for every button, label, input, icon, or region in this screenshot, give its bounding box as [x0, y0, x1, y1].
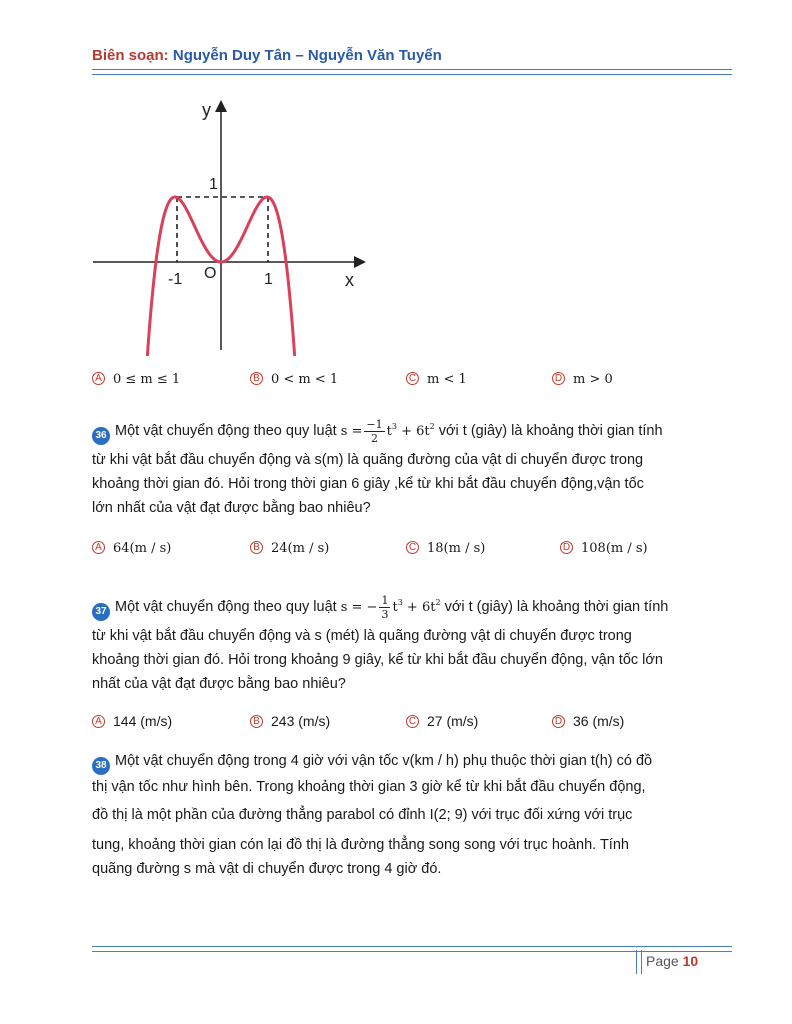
- q35-options: [92, 370, 732, 392]
- question-37: 37 Một vật chuyển động theo quy luật s = − $\frac{1}{3}$ $t^3 + 6t^2$ với t (giây) là khoảng thời gian tính từ khi vật bắt đầu chuyển động và s (mét) là quãng đường vật di chuyển được trong khoảng thời gian đó. Hỏi trong khoảng 9 giây, kể từ khi bắt đầu chuyển động, vận tốc lớn nhất của vật đạt được bằng bao nhiêu?: [92, 594, 669, 692]
- question-number: 36: [92, 427, 110, 445]
- formula: s = − $\frac{1}{3}$ $t^3 + 6t^2$: [340, 594, 441, 621]
- option-b[interactable]: B 243 (m/s): [250, 713, 330, 729]
- option-b[interactable]: B 24(m / s): [250, 539, 329, 556]
- question-36: 36 Một vật chuyển động theo quy luật s = $\frac{-1}{2}$ $t^3 + 6t^2$ với t (giây) là khoảng thời gian tính từ khi vật bắt đầu chuyển động và s(m) là quãng đường của vật di chuyển được trong khoảng thời gian đó. Hỏi trong thời gian 6 giây ,kể từ khi bắt đầu chuyển động,vận tốc lớn nhất của vật đạt được bằng bao nhiêu?: [92, 418, 663, 516]
- page-header: [92, 47, 442, 64]
- q37-options: [92, 713, 732, 735]
- question-38: 38 Một vật chuyển động trong 4 giờ với vận tốc v(km / h) phụ thuộc thời gian t(h) có đồ thị vận tốc như hình bên. Trong khoảng thời gian 3 giờ kể từ khi bắt đầu chuyển động, đồ thị là một phần của đường thẳng parabol có đỉnh I(2; 9) với trục đối xứng với trục tung, khoảng thời gian cón lại đồ thị là đường thẳng song song với trục hoành. Tính quãng đường s mà vật di chuyển được trong 4 giờ đó.: [92, 753, 653, 877]
- option-b[interactable]: B 0 < m < 1: [250, 370, 338, 387]
- question-number: 38: [92, 757, 110, 775]
- q36-options: [92, 539, 732, 561]
- footer-bar: [636, 950, 642, 974]
- header-authors: Nguyễn Duy Tân – Nguyễn Văn Tuyển: [172, 47, 442, 64]
- x-label: x: [345, 270, 354, 290]
- y-label: y: [202, 100, 211, 120]
- formula: s = $\frac{-1}{2}$ $t^3 + 6t^2$: [340, 418, 435, 445]
- option-d[interactable]: D m > 0: [552, 370, 613, 387]
- function-graph: [88, 96, 368, 356]
- option-d[interactable]: D 108(m / s): [560, 539, 648, 556]
- option-c[interactable]: C 18(m / s): [406, 539, 485, 556]
- option-a[interactable]: A 144 (m/s): [92, 713, 172, 729]
- question-number: 37: [92, 603, 110, 621]
- origin-label: O: [204, 265, 217, 282]
- option-c[interactable]: C 27 (m/s): [406, 713, 478, 729]
- option-c[interactable]: C m < 1: [406, 370, 467, 387]
- option-a[interactable]: A 64(m / s): [92, 539, 171, 556]
- header-label: Biên soạn:: [92, 47, 169, 64]
- option-d[interactable]: D 36 (m/s): [552, 713, 624, 729]
- tick-y1: 1: [209, 176, 218, 193]
- tick-neg1: -1: [168, 271, 183, 288]
- header-rule: [92, 69, 732, 75]
- tick-pos1: 1: [264, 271, 273, 288]
- page-number: Page 10: [646, 953, 699, 969]
- option-a[interactable]: A 0 ≤ m ≤ 1: [92, 370, 180, 387]
